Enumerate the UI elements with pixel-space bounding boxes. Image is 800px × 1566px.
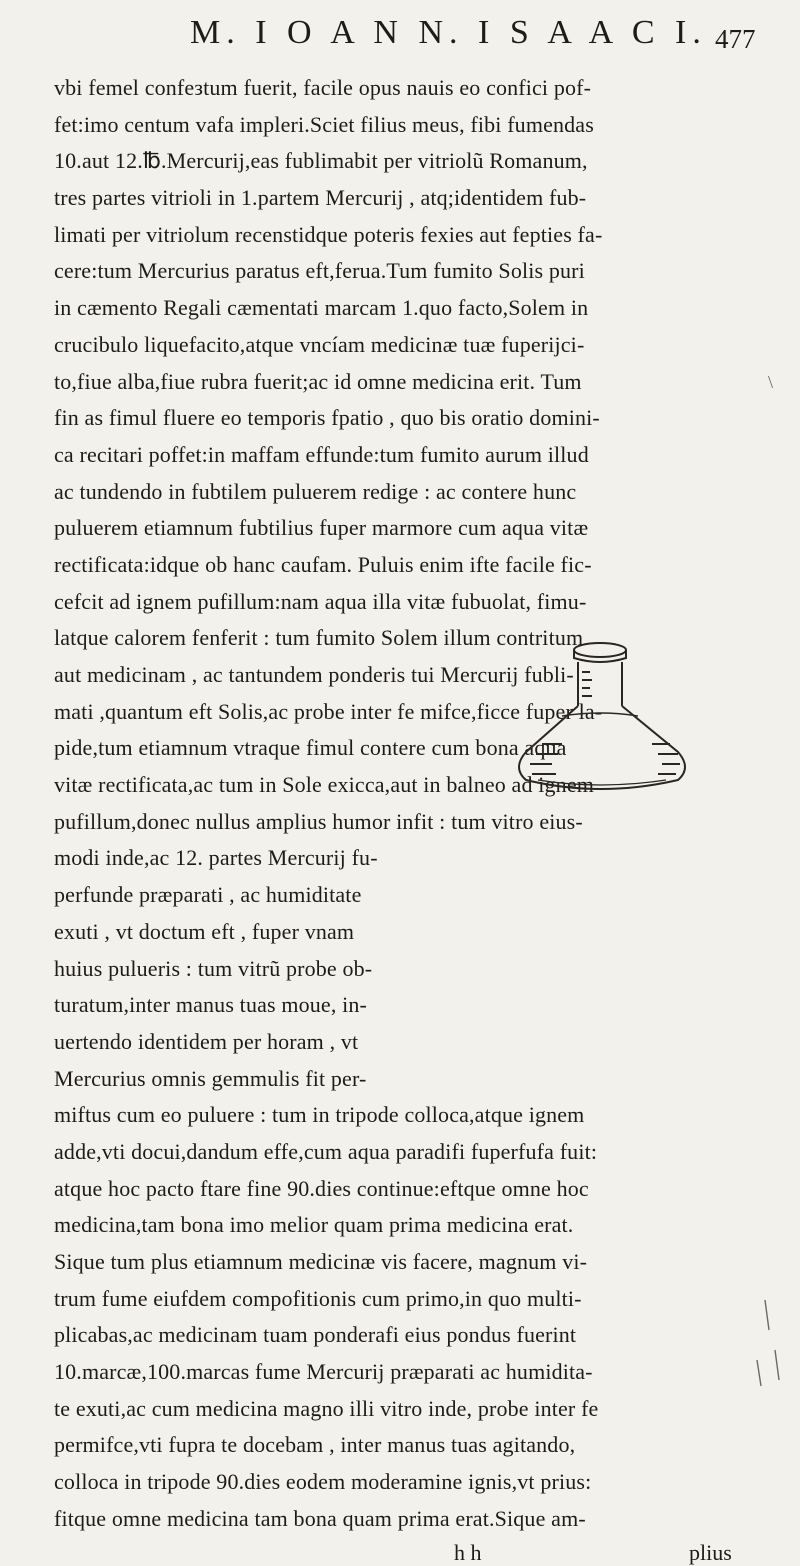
running-head: M. I O A N N. I S A A C I. <box>190 14 707 51</box>
margin-mark: \ <box>768 372 774 392</box>
text-line: fin as fimul fluere eo temporis fpatio , quo bis oratio domini- <box>54 405 600 431</box>
text-line: fet:imo centum vafa impleri.Sciet filius meus, fibi fumendas <box>54 111 594 137</box>
text-line: permifce,vti fupra te docebam , inter manus tuas agitando, <box>54 1432 576 1458</box>
text-line: atque hoc pacto ftare fine 90.dies continue:eftque omne hoc <box>54 1175 589 1201</box>
text-line: colloca in tripode 90.dies eodem moderamine ignis,vt prius: <box>54 1469 592 1495</box>
text-line: turatum,inter manus tuas moue, in- <box>54 992 368 1018</box>
text-line: pide,tum etiamnum vtraque fimul contere cum bona aqua <box>54 735 567 761</box>
text-line: te exuti,ac cum medicina magno illi vitro inde, probe inter fe <box>54 1395 599 1421</box>
catchword: plius <box>689 1540 732 1565</box>
text-body <box>54 70 778 1565</box>
text-line: latque calorem fenferit : tum fumito Solem illum contritum <box>54 625 584 651</box>
signature-mark: h h <box>454 1540 482 1565</box>
text-line: aut medicinam , ac tantundem ponderis tui Mercurij fubli- <box>54 662 574 687</box>
text-line: ca recitari poffet:in maffam effunde:tum fumito aurum illud <box>54 441 589 467</box>
text-line: huius pulueris : tum vitrũ probe ob- <box>54 955 373 981</box>
text-line: vitæ rectificata,ac tum in Sole exicca,aut in balneo ad ignem <box>54 772 595 798</box>
text-line: pufillum,donec nullus amplius humor infit : tum vitro eius- <box>54 808 583 834</box>
text-line: miftus cum eo puluere : tum in tripode colloca,atque ignem <box>54 1102 585 1128</box>
text-line: fitque omne medicina tam bona quam prima erat.Sique am- <box>54 1505 586 1531</box>
text-line: adde,vti docui,dandum effe,cum aqua paradifi fuperfufa fuit: <box>54 1138 598 1164</box>
text-line: to,fiue alba,fiue rubra fuerit;ac id omne medicina erit. Tum <box>54 368 582 394</box>
text-line: crucibulo liquefacito,atque vncíam medicinæ tuæ fuperijci- <box>54 331 585 357</box>
ink-bleed-marks <box>735 1290 795 1390</box>
text-line: exuti , vt doctum eft , fuper vnam <box>54 918 355 944</box>
text-line: cere:tum Mercurius paratus eft,ferua.Tum fumito Solis puri <box>54 258 585 284</box>
text-line: in cæmento Regali cæmentati marcam 1.quo facto,Solem in <box>54 295 589 321</box>
text-line: mati ,quantum eft Solis,ac probe inter fe mifce,ficce fuper la- <box>54 698 603 724</box>
glass-vessel-flask-icon <box>482 640 718 790</box>
text-line: plicabas,ac medicinam tuam ponderafi eius pondus fuerint <box>54 1322 577 1348</box>
text-line: trum fume eiufdem compofitionis cum primo,in quo multi- <box>54 1285 582 1311</box>
text-line: modi inde,ac 12. partes Mercurij fu- <box>54 845 378 871</box>
text-line: perfunde præparati , ac humiditate <box>54 882 362 908</box>
text-line: Sique tum plus etiamnum medicinæ vis facere, magnum vi- <box>54 1249 588 1274</box>
text-line: cefcit ad ignem pufillum:nam aqua illa vitæ fubuolat, fimu- <box>54 588 587 614</box>
text-line: Mercurius omnis gemmulis fit per- <box>54 1065 367 1091</box>
page-number: 477 <box>715 24 756 54</box>
text-line: puluerem etiamnum fubtilius fuper marmore cum aqua vitæ <box>54 515 589 541</box>
text-line: rectificata:idque ob hanc caufam. Puluis enim ifte facile fic- <box>54 551 592 577</box>
text-line: ac tundendo in fubtilem puluerem redige : ac contere hunc <box>54 478 577 504</box>
text-line: uertendo identidem per horam , vt <box>54 1028 359 1054</box>
text-line: vbi femel confeᴈtum fuerit, facile opus nauis eo confici pof- <box>54 75 592 100</box>
text-line: tres partes vitrioli in 1.partem Mercurij , atq;identidem fub- <box>54 185 587 211</box>
text-line: medicina,tam bona imo melior quam prima medicina erat. <box>54 1212 574 1238</box>
text-line: 10.aut 12.℔.Mercurij,eas fublimabit per vitriolũ Romanum, <box>54 148 588 174</box>
text-line: 10.marcæ,100.marcas fume Mercurij præparati ac humidita- <box>54 1359 593 1385</box>
text-line: limati per vitriolum recenstidque poteris fexies aut fepties fa- <box>54 221 603 247</box>
